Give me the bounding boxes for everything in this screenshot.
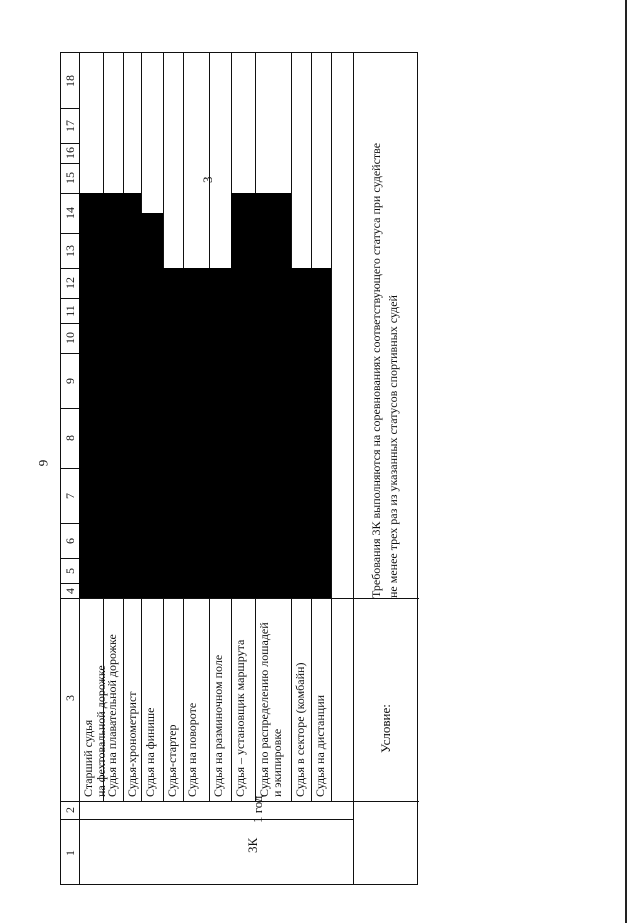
column-number: 15 (63, 172, 77, 184)
column-number: 9 (63, 377, 77, 384)
column-number: 10 (63, 332, 77, 344)
column-number: 8 (63, 435, 77, 441)
table-frame (60, 52, 418, 885)
requirement-bar (141, 213, 163, 598)
condition-separator (353, 53, 354, 884)
column-number: 13 (63, 244, 77, 257)
role-label: Судья на повороте (185, 702, 199, 797)
column-number: 14 (63, 207, 77, 219)
requirement-bar (79, 193, 103, 598)
requirement-bar (311, 268, 331, 598)
scan-edge (625, 0, 627, 923)
requirement-bar (103, 193, 123, 598)
role-label: Судья-хронометрист (125, 691, 139, 797)
requirement-bar (183, 268, 209, 598)
header-col-tick (61, 558, 79, 559)
requirement-bar (163, 268, 183, 598)
column-number: 3 (63, 695, 77, 701)
role-label: и экипировке (270, 728, 284, 797)
role-label: Судья по распределению лошадей (257, 622, 271, 797)
column-number: 7 (63, 492, 77, 499)
header-col-tick (61, 523, 79, 524)
col-separator-3-4 (61, 598, 419, 599)
role-label: Старший судья (81, 719, 95, 797)
category-label: 3К (245, 837, 260, 853)
column-number: 17 (63, 119, 77, 132)
column-number: 18 (63, 74, 77, 87)
requirement-bar (209, 268, 231, 598)
condition-label: Условие: (378, 704, 393, 753)
header-col-tick (61, 268, 79, 269)
column-number: 2 (63, 807, 77, 813)
header-col-tick (61, 408, 79, 409)
header-col-tick (61, 163, 79, 164)
requirement-bar (231, 193, 255, 598)
requirement-bar (255, 193, 291, 598)
col-separator-1-2 (61, 819, 353, 820)
column-number: 11 (63, 304, 77, 317)
requirement-bar (123, 193, 141, 598)
role-label: Судья на плавательной дорожке (105, 634, 119, 797)
role-label: Судья в секторе (комбайн) (293, 662, 307, 797)
header-col-tick (61, 108, 79, 109)
header-col-tick (61, 233, 79, 234)
column-number: 16 (63, 147, 77, 159)
header-col-tick (61, 353, 79, 354)
column-number: 12 (63, 277, 77, 289)
header-col-tick (61, 323, 79, 324)
requirement-bar (291, 268, 311, 598)
page-number: 9 (35, 459, 51, 467)
row-separator (331, 53, 332, 801)
condition-text-1: Требования 3К выполняются на соревнованиях соответствующего статуса при судействе (369, 142, 383, 598)
role-label: Судья на дистанции (313, 694, 327, 797)
role-label: Судья на разминочном поле (211, 654, 225, 797)
header-col-tick (61, 298, 79, 299)
column-number: 5 (63, 567, 77, 574)
condition-text-2: не менее трех раз из указанных статусов спортивных судей (386, 295, 400, 598)
role-label: на фехтовальной дорожке (94, 665, 108, 797)
role-label: Судья – установщик маршрута (233, 639, 247, 797)
year-label: 1 год (250, 795, 265, 823)
role-label: Судья на финише (143, 707, 157, 797)
role-label: Судья-стартер (165, 724, 179, 797)
header-col-tick (61, 193, 79, 194)
col-separator-2-3 (61, 801, 419, 802)
column-number: 6 (63, 537, 77, 544)
marker-text: 3 (200, 176, 215, 183)
column-number: 1 (63, 850, 77, 856)
column-number: 4 (63, 587, 77, 594)
header-col-tick (61, 468, 79, 469)
